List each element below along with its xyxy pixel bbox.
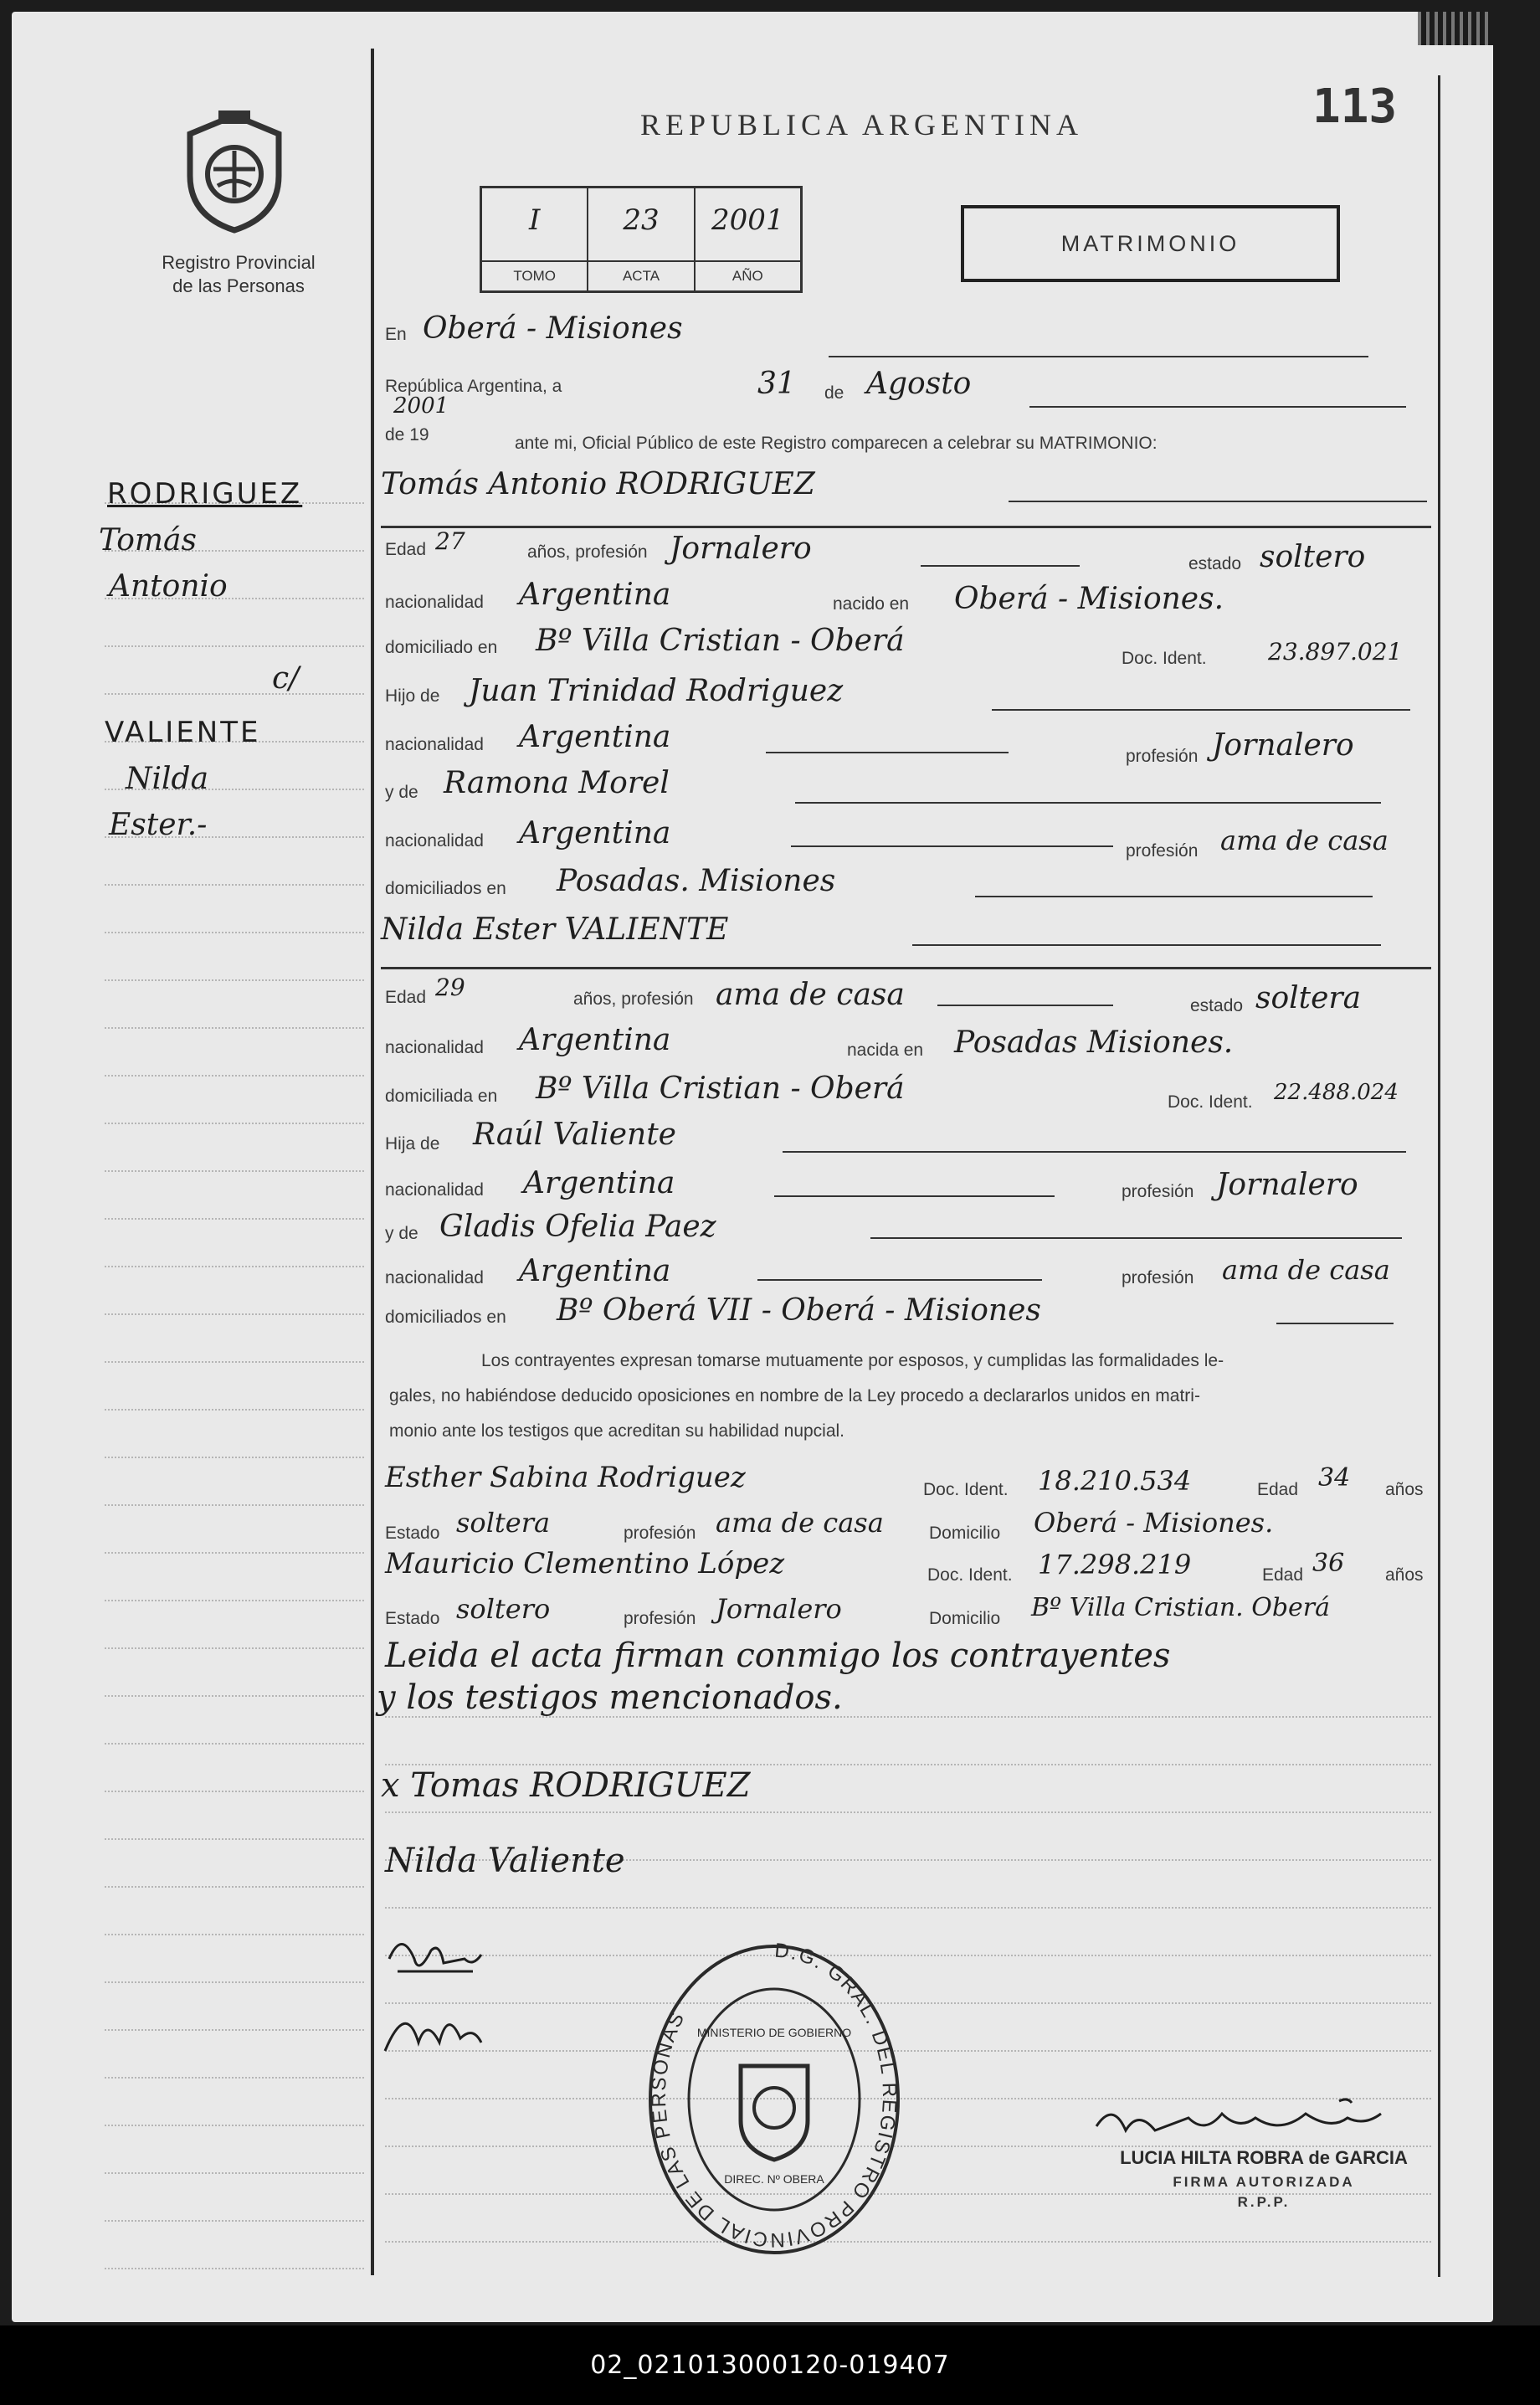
groom-born: Oberá - Misiones. (954, 582, 1224, 616)
fill-line (975, 896, 1373, 897)
margin-connector: c/ (272, 661, 300, 696)
margin-ruling-line (105, 1266, 364, 1268)
witness1-doc-label: Doc. Ident. (923, 1480, 1009, 1499)
bride-father-nationality: Argentina (523, 1166, 675, 1200)
bride-father-prof-label: profesión (1122, 1182, 1194, 1201)
groom-mother-prof-label: profesión (1126, 841, 1199, 861)
groom-signature: x Tomas RODRIGUEZ (381, 1766, 751, 1805)
fill-line (791, 845, 1113, 847)
groom-domicile: Bº Villa Cristian - Oberá (536, 624, 905, 658)
provincial-seal-icon (180, 109, 289, 234)
svg-text:D.G. GRAL. DEL REGISTRO PROVIN (648, 1940, 901, 2251)
witness1-age: 34 (1318, 1463, 1351, 1493)
de-label: de (824, 383, 844, 403)
margin-ruling-line (105, 1361, 364, 1364)
official-signature-mark (1088, 2093, 1440, 2143)
bride-mother-nationality: Argentina (519, 1254, 671, 1288)
fill-line (870, 1237, 1402, 1239)
witness2-doc-label: Doc. Ident. (927, 1565, 1013, 1585)
intro-year: 2001 (393, 393, 449, 419)
bride-age: 29 (435, 974, 465, 1001)
groom-age: 27 (435, 527, 465, 555)
fill-line (766, 752, 1009, 753)
fill-line (774, 1195, 1055, 1197)
appear-text: ante mi, Oficial Público de este Registro comparecen a celebrar su MATRIMONIO: (515, 434, 1158, 453)
fill-line (795, 802, 1381, 804)
registry-line-2: de las Personas (172, 275, 305, 296)
margin-given-1b: Antonio (109, 569, 228, 604)
witness1-estado: soltera (456, 1507, 551, 1539)
margin-ruling-line (105, 2172, 364, 2175)
witness1-doc: 18.210.534 (1038, 1465, 1192, 1497)
groom-father-profession: Jornalero (1212, 728, 1354, 763)
record-type-box: MATRIMONIO (961, 205, 1340, 282)
margin-ruling-line (105, 979, 364, 982)
witness2-estado-label: Estado (385, 1609, 440, 1628)
margin-ruling-line (105, 1504, 364, 1507)
fill-line (783, 1151, 1406, 1153)
witness2-dom-label: Domicilio (929, 1609, 1001, 1628)
groom-doc-label: Doc. Ident. (1122, 649, 1207, 668)
witness1-edad-label: Edad (1257, 1480, 1299, 1499)
bride-born-label: nacida en (847, 1041, 924, 1060)
margin-ruling-line (105, 932, 364, 934)
bride-nac-label: nacionalidad (385, 1038, 484, 1057)
margin-given-2b: Ester.- (109, 808, 208, 842)
groom-father-nationality: Argentina (519, 720, 671, 754)
groom-nationality: Argentina (519, 578, 671, 612)
witness2-doc: 17.298.219 (1038, 1549, 1192, 1580)
bride-prof-label: años, profesión (573, 989, 694, 1009)
declaration-line-3: monio ante los testigos que acreditan su habilidad nupcial. (389, 1421, 845, 1441)
anio-label: AÑO (696, 260, 800, 290)
bride-dom-label: domiciliada en (385, 1087, 498, 1106)
fill-line (1276, 1323, 1394, 1324)
groom-age-label: Edad (385, 540, 427, 559)
margin-ruling-line (105, 884, 364, 886)
witness2-name: Mauricio Clementino López (385, 1547, 785, 1580)
acta-cell (588, 188, 695, 290)
official-stamp (644, 1940, 904, 2259)
groom-mother-nac-label: nacionalidad (385, 831, 484, 850)
groom-parents-dom-label: domiciliados en (385, 879, 506, 898)
intro-month: Agosto (866, 367, 972, 401)
groom-prof-label: años, profesión (527, 542, 648, 562)
bride-hija-label: Hija de (385, 1134, 440, 1154)
country-title: REPUBLICA ARGENTINA (640, 108, 1084, 141)
witness2-anos-label: años (1385, 1565, 1424, 1585)
margin-ruling-line (105, 1647, 364, 1650)
republica-label: República Argentina, a (385, 377, 562, 396)
groom-father-prof-label: profesión (1126, 747, 1199, 766)
margin-ruling-line (105, 1027, 364, 1030)
bride-mother: Gladis Ofelia Paez (439, 1210, 716, 1244)
groom-born-label: nacido en (833, 594, 910, 614)
fill-line (829, 356, 1368, 357)
bride-name: Nilda Ester VALIENTE (381, 912, 729, 947)
bride-age-label: Edad (385, 988, 427, 1007)
bride-parents-domicile: Bº Oberá VII - Oberá - Misiones (557, 1293, 1041, 1328)
section-separator (381, 967, 1431, 969)
tomo-value: I (528, 203, 541, 237)
margin-ruling-line (105, 2077, 364, 2079)
acta-value: 23 (623, 203, 660, 237)
margin-ruling-line (105, 2125, 364, 2127)
registry-line-1: Registro Provincial (162, 252, 316, 273)
witness2-prof-label: profesión (624, 1609, 696, 1628)
bride-estado-label: estado (1190, 996, 1244, 1015)
margin-ruling-line (105, 2029, 364, 2032)
stamp-ring-text: D.G. GRAL. DEL REGISTRO PROVINCIAL DE LAS PERSONAS (647, 1940, 901, 2252)
registry-name (126, 251, 352, 298)
margin-ruling-line (105, 1123, 364, 1125)
image-code-footer: 02_021013000120-019407 (0, 2325, 1540, 2405)
bride-mother-nac-label: nacionalidad (385, 1268, 484, 1287)
margin-ruling-line (105, 645, 364, 648)
official-title: FIRMA AUTORIZADA (1173, 2174, 1355, 2190)
margin-given-2a: Nilda (126, 762, 209, 796)
groom-father: Juan Trinidad Rodriguez (469, 674, 844, 708)
witness2-edad-label: Edad (1262, 1565, 1304, 1585)
witness2-profession: Jornalero (716, 1593, 842, 1625)
witness2-age: 36 (1312, 1549, 1345, 1578)
fill-line (1009, 501, 1427, 502)
groom-mother-nationality: Argentina (519, 816, 671, 850)
anio-cell (696, 188, 800, 290)
groom-nac-label: nacionalidad (385, 593, 484, 612)
acta-label: ACTA (588, 260, 693, 290)
witness1-domicile: Oberá - Misiones. (1034, 1507, 1274, 1539)
fill-line (1029, 406, 1406, 408)
witness1-estado-label: Estado (385, 1524, 440, 1543)
closing-line-1: Leida el acta firman conmigo los contrayentes (385, 1637, 1171, 1675)
anio-value: 2001 (711, 203, 784, 237)
margin-ruling-line (105, 1695, 364, 1698)
margin-ruling-line (105, 2268, 364, 2270)
official-signature-block (1088, 2093, 1440, 2211)
declaration-line-2: gales, no habiéndose deducido oposiciones en nombre de la Ley procedo a declararlos unidos en matri- (389, 1386, 1200, 1405)
margin-ruling-line (105, 1600, 364, 1602)
declaration-line-1: Los contrayentes expresan tomarse mutuamente por esposos, y cumplidas las formalidades le- (481, 1351, 1224, 1370)
witness-signature-marks (381, 1925, 548, 2068)
fill-line (757, 1279, 1042, 1281)
bride-domicile: Bº Villa Cristian - Oberá (536, 1071, 905, 1106)
witness1-prof-label: profesión (624, 1524, 696, 1543)
right-rule (1438, 75, 1440, 2277)
bride-mother-profession: ama de casa (1222, 1254, 1390, 1286)
tomo-label: TOMO (482, 260, 587, 290)
declaration-text (389, 1344, 1435, 1449)
witness2-estado: soltero (456, 1593, 551, 1625)
margin-ruling-line (105, 1886, 364, 1889)
fill-line (937, 1005, 1113, 1006)
margin-ruling-line (105, 1981, 364, 1984)
margin-ruling-line (105, 1218, 364, 1220)
groom-father-nac-label: nacionalidad (385, 735, 484, 754)
fill-line (912, 944, 1381, 946)
groom-profession: Jornalero (670, 532, 812, 566)
fill-line (921, 565, 1080, 567)
bride-father-profession: Jornalero (1216, 1168, 1358, 1202)
bride-parents-dom-label: domiciliados en (385, 1308, 506, 1327)
witness1-profession: ama de casa (716, 1507, 884, 1539)
margin-ruling-line (105, 1170, 364, 1173)
spiral-binding (1418, 12, 1493, 45)
witness1-dom-label: Domicilio (929, 1524, 1001, 1543)
margin-ruling-line (105, 1934, 364, 1936)
witness1-anos-label: años (1385, 1480, 1424, 1499)
groom-mother-profession: ama de casa (1220, 825, 1389, 856)
margin-ruling-line (105, 693, 364, 696)
bride-nationality: Argentina (519, 1023, 671, 1057)
stamp-bottom-text: DIREC. Nº OBERA (724, 2172, 824, 2186)
tomo-cell (482, 188, 588, 290)
witness2-domicile: Bº Villa Cristian. Oberá (1031, 1593, 1331, 1622)
margin-ruling-line (105, 1838, 364, 1841)
bride-mother-prof-label: profesión (1122, 1268, 1194, 1287)
bride-yde-label: y de (385, 1224, 418, 1243)
groom-mother: Ramona Morel (444, 766, 670, 800)
margin-ruling-line (105, 1743, 364, 1745)
de19-label: de 19 (385, 425, 429, 445)
en-label: En (385, 325, 407, 344)
record-reference-box (480, 186, 803, 293)
bride-signature: Nilda Valiente (385, 1842, 625, 1880)
bride-born: Posadas Misiones. (954, 1025, 1234, 1060)
bride-doc-label: Doc. Ident. (1168, 1092, 1253, 1112)
page-number: 113 (1312, 80, 1398, 134)
margin-ruling-line (105, 1409, 364, 1411)
groom-hijo-label: Hijo de (385, 686, 440, 706)
margin-ruling-line (105, 2220, 364, 2223)
groom-doc: 23.897.021 (1268, 638, 1403, 665)
margin-ruling-line (105, 1457, 364, 1459)
witness1-name: Esther Sabina Rodriguez (385, 1461, 746, 1494)
margin-ruling-line (105, 1075, 364, 1077)
official-abbr: R.P.P. (1237, 2194, 1291, 2210)
groom-estado: soltero (1260, 540, 1366, 574)
bride-estado: soltera (1255, 981, 1362, 1015)
body-ruling-line (385, 1811, 1431, 1814)
official-name: LUCIA HILTA ROBRA de GARCIA (1120, 2147, 1408, 2168)
intro-place: Oberá - Misiones (423, 311, 683, 346)
bride-father: Raúl Valiente (473, 1118, 676, 1152)
section-separator (381, 526, 1431, 528)
stamp-inner-text: MINISTERIO DE GOBIERNO (696, 2026, 852, 2039)
margin-ruling-line (105, 1791, 364, 1793)
bride-doc: 22.488.024 (1274, 1080, 1399, 1105)
margin-surname-2: VALIENTE (105, 716, 261, 749)
closing-line-2: y los testigos mencionados. (377, 1678, 843, 1717)
bride-father-nac-label: nacionalidad (385, 1180, 484, 1200)
groom-dom-label: domiciliado en (385, 638, 498, 657)
groom-estado-label: estado (1188, 554, 1242, 573)
groom-yde-label: y de (385, 783, 418, 802)
bride-profession: ama de casa (716, 978, 905, 1012)
margin-surname-1: RODRIGUEZ (107, 477, 303, 511)
body-ruling-line (385, 1907, 1431, 1909)
groom-name: Tomás Antonio RODRIGUEZ (381, 467, 815, 501)
intro-day: 31 (757, 367, 796, 401)
margin-ruling-line (105, 1552, 364, 1555)
margin-ruling-line (105, 1313, 364, 1316)
margin-rule (371, 49, 374, 2275)
body-ruling-line (385, 2241, 1431, 2243)
margin-given-1a: Tomás (99, 523, 197, 558)
groom-parents-domicile: Posadas. Misiones (557, 864, 836, 898)
fill-line (992, 709, 1410, 711)
